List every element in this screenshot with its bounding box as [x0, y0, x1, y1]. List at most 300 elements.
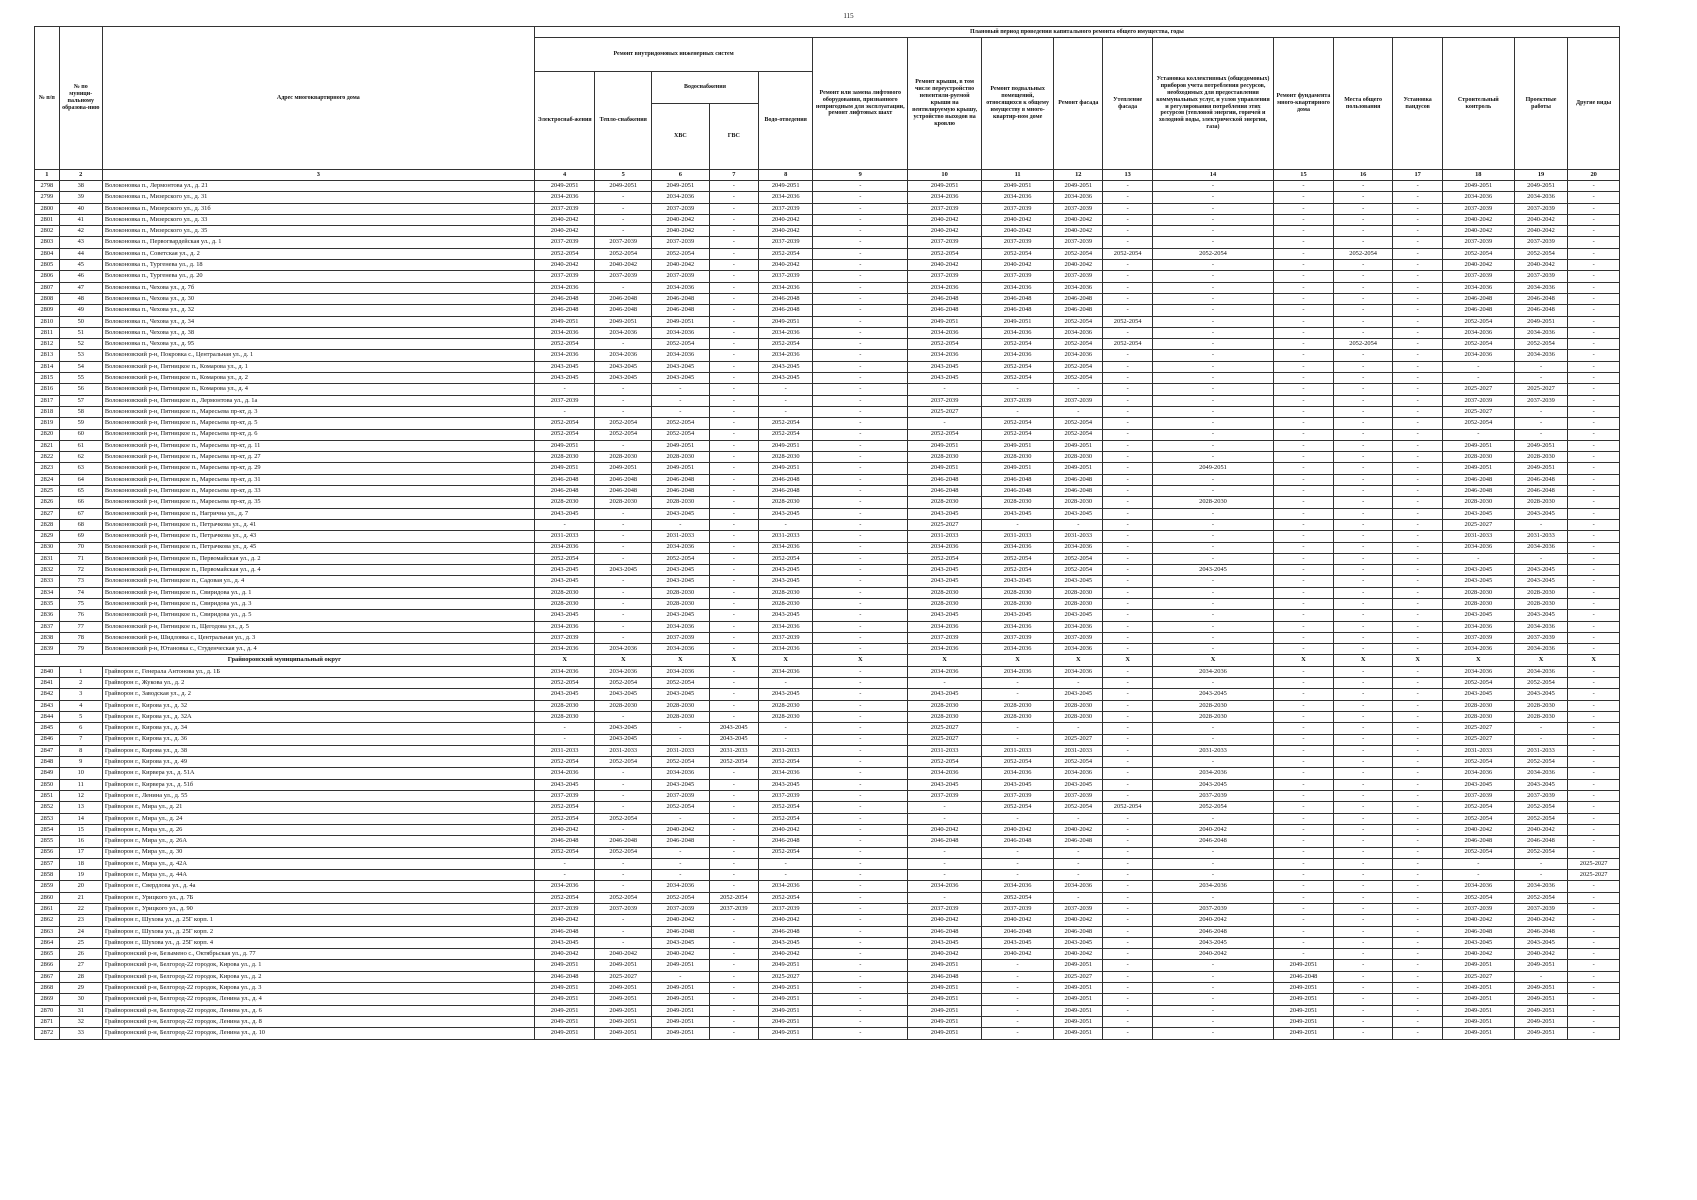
column-number: 16	[1333, 170, 1393, 181]
period-cell: 2037-2039	[652, 237, 710, 248]
table-row	[35, 440, 1620, 451]
period-cell: -	[813, 181, 908, 192]
period-cell: -	[1568, 644, 1620, 655]
period-cell: 2037-2039	[1054, 632, 1103, 643]
period-cell: -	[1152, 813, 1273, 824]
index-cell: 2834	[35, 587, 60, 598]
period-cell: -	[813, 632, 908, 643]
section-mark: X	[595, 655, 652, 666]
period-cell: 2043-2045	[534, 779, 595, 790]
index-cell: 2810	[35, 316, 60, 327]
period-cell: 2052-2054	[758, 813, 813, 824]
period-cell: -	[813, 339, 908, 350]
period-cell: -	[1152, 994, 1273, 1005]
period-cell: -	[1103, 915, 1152, 926]
period-cell: -	[534, 406, 595, 417]
period-cell: 2052-2054	[1514, 678, 1567, 689]
period-cell: 2034-2036	[1054, 327, 1103, 338]
period-cell: 2034-2036	[1514, 192, 1567, 203]
index-cell: 79	[59, 644, 102, 655]
period-cell: -	[1568, 983, 1620, 994]
period-cell: -	[1152, 1028, 1273, 1039]
period-cell: 2049-2051	[1514, 1028, 1567, 1039]
period-cell: -	[1333, 734, 1393, 745]
period-cell: 2043-2045	[652, 689, 710, 700]
period-cell: -	[813, 836, 908, 847]
period-cell: -	[758, 858, 813, 869]
index-cell: 9	[59, 757, 102, 768]
period-cell: -	[1333, 870, 1393, 881]
period-cell: 2049-2051	[534, 440, 595, 451]
index-cell: 49	[59, 305, 102, 316]
period-cell: -	[1103, 361, 1152, 372]
period-cell: 2049-2051	[758, 1016, 813, 1027]
address-cell: Грайворонский р-н, Белгород-22 городок, Кирова ул., д. 3	[102, 983, 534, 994]
period-cell: -	[709, 361, 758, 372]
period-cell: 2043-2045	[534, 689, 595, 700]
period-cell: 2052-2054	[595, 813, 652, 824]
period-cell: -	[813, 598, 908, 609]
period-cell: -	[1568, 757, 1620, 768]
period-cell: 2046-2048	[1054, 474, 1103, 485]
period-cell: 2052-2054	[595, 678, 652, 689]
period-cell: 2025-2027	[908, 406, 982, 417]
period-cell: -	[813, 293, 908, 304]
index-cell: 41	[59, 214, 102, 225]
period-cell: -	[595, 192, 652, 203]
period-cell: 2049-2051	[534, 1016, 595, 1027]
period-cell: 2046-2048	[652, 836, 710, 847]
period-cell: -	[709, 621, 758, 632]
period-cell: -	[813, 870, 908, 881]
period-cell: 2028-2030	[1054, 598, 1103, 609]
period-cell: 2037-2039	[982, 237, 1054, 248]
period-cell: -	[1103, 497, 1152, 508]
table-row	[35, 418, 1620, 429]
index-cell: 8	[59, 745, 102, 756]
period-cell: -	[1333, 983, 1393, 994]
period-cell: 2028-2030	[1054, 700, 1103, 711]
period-cell: 2031-2033	[758, 745, 813, 756]
period-cell: -	[1333, 621, 1393, 632]
table-row	[35, 282, 1620, 293]
period-cell: -	[813, 644, 908, 655]
index-cell: 2825	[35, 486, 60, 497]
period-cell: -	[1393, 395, 1442, 406]
period-cell: -	[1393, 610, 1442, 621]
period-cell: -	[1103, 327, 1152, 338]
table-row	[35, 791, 1620, 802]
section-title: Грайворонский муниципальный округ	[35, 655, 535, 666]
period-cell: -	[709, 1028, 758, 1039]
period-cell: 2052-2054	[595, 757, 652, 768]
period-cell: 2049-2051	[1054, 983, 1103, 994]
period-cell: -	[1568, 926, 1620, 937]
period-cell: 2040-2042	[982, 915, 1054, 926]
period-cell: -	[709, 881, 758, 892]
period-cell: 2052-2054	[982, 361, 1054, 372]
period-cell: 2046-2048	[534, 926, 595, 937]
table-row	[35, 813, 1620, 824]
period-cell: 2028-2030	[652, 587, 710, 598]
period-cell: -	[1103, 610, 1152, 621]
period-cell: -	[652, 384, 710, 395]
index-cell: 2830	[35, 542, 60, 553]
period-cell: 2049-2051	[534, 316, 595, 327]
period-cell: 2043-2045	[758, 373, 813, 384]
table-row	[35, 293, 1620, 304]
period-cell: 2037-2039	[1054, 904, 1103, 915]
period-cell: -	[1393, 181, 1442, 192]
period-cell: 2031-2033	[1054, 745, 1103, 756]
period-cell: -	[1152, 237, 1273, 248]
period-cell: -	[1274, 316, 1334, 327]
table-row	[35, 395, 1620, 406]
period-cell: -	[813, 452, 908, 463]
period-cell: -	[1333, 768, 1393, 779]
period-cell: 2028-2030	[652, 711, 710, 722]
period-cell: -	[1103, 870, 1152, 881]
index-cell: 31	[59, 1005, 102, 1016]
period-cell: -	[1393, 327, 1442, 338]
period-cell: 2052-2054	[758, 847, 813, 858]
period-cell: 2049-2051	[1442, 960, 1514, 971]
period-cell: -	[982, 1016, 1054, 1027]
period-cell: 2028-2030	[534, 598, 595, 609]
period-cell: -	[1393, 700, 1442, 711]
period-cell: -	[1274, 666, 1334, 677]
table-row	[35, 373, 1620, 384]
period-cell: 2052-2054	[1152, 248, 1273, 259]
period-cell: 2049-2051	[595, 1016, 652, 1027]
period-cell: 2028-2030	[982, 711, 1054, 722]
period-cell: -	[709, 395, 758, 406]
period-cell: -	[1568, 181, 1620, 192]
table-row	[35, 271, 1620, 282]
index-cell: 2842	[35, 689, 60, 700]
period-cell: 2034-2036	[1442, 881, 1514, 892]
period-cell: 2052-2054	[709, 892, 758, 903]
address-cell: Волоконовский р-н, Покровка с., Центральная ул., д. 1	[102, 350, 534, 361]
period-cell: -	[1152, 587, 1273, 598]
period-cell: -	[1333, 565, 1393, 576]
period-cell: 2028-2030	[908, 598, 982, 609]
period-cell: 2049-2051	[908, 181, 982, 192]
period-cell: -	[709, 237, 758, 248]
period-cell: 2034-2036	[1054, 282, 1103, 293]
col-header-address: Адрес многоквартирного дома	[102, 27, 534, 170]
period-cell: 2034-2036	[1054, 666, 1103, 677]
period-cell: 2028-2030	[1152, 700, 1273, 711]
period-cell: 2046-2048	[595, 305, 652, 316]
period-cell: -	[813, 757, 908, 768]
period-cell: -	[1568, 779, 1620, 790]
index-cell: 2871	[35, 1016, 60, 1027]
index-cell: 18	[59, 858, 102, 869]
period-cell: 2040-2042	[758, 949, 813, 960]
index-cell: 29	[59, 983, 102, 994]
period-cell: -	[1393, 384, 1442, 395]
period-cell: -	[1274, 237, 1334, 248]
index-cell: 45	[59, 260, 102, 271]
address-cell: Волоконовка п., Чехова ул., д. 38	[102, 327, 534, 338]
address-cell: Волоконовский р-н, Пятницкое п., Петрачкова ул., д. 45	[102, 542, 534, 553]
period-cell: -	[1568, 474, 1620, 485]
index-cell: 2852	[35, 802, 60, 813]
table-row	[35, 429, 1620, 440]
period-cell: 2028-2030	[534, 700, 595, 711]
period-cell: -	[982, 723, 1054, 734]
section-mark: X	[1152, 655, 1273, 666]
period-cell: 2043-2045	[908, 779, 982, 790]
period-cell: 2040-2042	[1152, 915, 1273, 926]
index-cell: 2843	[35, 700, 60, 711]
period-cell: 2052-2054	[758, 802, 813, 813]
period-cell: 2037-2039	[908, 904, 982, 915]
period-cell: -	[1333, 723, 1393, 734]
period-cell: -	[1152, 1016, 1273, 1027]
period-cell: 2034-2036	[982, 768, 1054, 779]
period-cell: -	[595, 587, 652, 598]
table-row	[35, 949, 1620, 960]
period-cell: 2052-2054	[534, 757, 595, 768]
index-cell: 2807	[35, 282, 60, 293]
period-cell: 2052-2054	[1054, 429, 1103, 440]
index-cell: 50	[59, 316, 102, 327]
period-cell: 2037-2039	[1152, 904, 1273, 915]
period-cell: 2043-2045	[758, 361, 813, 372]
index-cell: 11	[59, 779, 102, 790]
period-cell: 2031-2033	[982, 745, 1054, 756]
period-cell: -	[1393, 226, 1442, 237]
period-cell: 2034-2036	[534, 192, 595, 203]
period-cell: -	[1274, 497, 1334, 508]
column-number: 2	[59, 170, 102, 181]
period-cell: 2052-2054	[534, 248, 595, 259]
period-cell: 2043-2045	[1442, 576, 1514, 587]
period-cell: -	[813, 373, 908, 384]
index-cell: 2833	[35, 576, 60, 587]
period-cell: 2034-2036	[652, 768, 710, 779]
period-cell: 2034-2036	[1442, 282, 1514, 293]
period-cell: 2034-2036	[982, 350, 1054, 361]
period-cell: -	[813, 327, 908, 338]
period-cell: 2049-2051	[908, 1016, 982, 1027]
period-cell: -	[1393, 1028, 1442, 1039]
table-row	[35, 350, 1620, 361]
period-cell: -	[1103, 486, 1152, 497]
period-cell: -	[1103, 632, 1152, 643]
period-cell: -	[813, 519, 908, 530]
period-cell: -	[709, 248, 758, 259]
period-cell: -	[1393, 870, 1442, 881]
period-cell: 2052-2054	[534, 678, 595, 689]
col-header-mun-no: № по муници-пальному образова-нию	[59, 27, 102, 170]
period-cell: -	[1152, 452, 1273, 463]
period-cell: 2037-2039	[709, 904, 758, 915]
period-cell: -	[595, 610, 652, 621]
period-cell: 2049-2051	[652, 1028, 710, 1039]
period-cell: -	[1274, 361, 1334, 372]
table-row	[35, 904, 1620, 915]
address-cell: Волоконовский р-н, Пятницкое п., Свиридова ул., д. 3	[102, 598, 534, 609]
period-cell: -	[1103, 418, 1152, 429]
period-cell: -	[1152, 203, 1273, 214]
address-cell: Волоконовский р-н, Пятницкое п., Маресьева пр-кт, д. 33	[102, 486, 534, 497]
address-cell: Волоконовский р-н, Пятницкое п., Лермонтова ул., д. 1а	[102, 395, 534, 406]
address-cell: Волоконовка п., Чехова ул., д. 32	[102, 305, 534, 316]
period-cell: 2049-2051	[908, 983, 982, 994]
period-cell: 2043-2045	[534, 361, 595, 372]
period-cell: -	[1152, 971, 1273, 982]
period-cell: -	[595, 824, 652, 835]
period-cell: -	[1103, 858, 1152, 869]
period-cell: -	[1152, 339, 1273, 350]
period-cell: -	[1568, 768, 1620, 779]
period-cell: -	[813, 700, 908, 711]
table-body	[35, 181, 1620, 1040]
period-cell: -	[595, 282, 652, 293]
column-number: 14	[1152, 170, 1273, 181]
period-cell: 2046-2048	[1442, 486, 1514, 497]
period-cell: -	[1333, 418, 1393, 429]
period-cell: 2049-2051	[982, 316, 1054, 327]
period-cell: 2043-2045	[652, 361, 710, 372]
period-cell: -	[813, 406, 908, 417]
period-cell: -	[709, 271, 758, 282]
period-cell: -	[1152, 610, 1273, 621]
period-cell: -	[1568, 971, 1620, 982]
period-cell: -	[813, 553, 908, 564]
period-cell: -	[1568, 802, 1620, 813]
period-cell: -	[1393, 418, 1442, 429]
period-cell: 2052-2054	[1442, 339, 1514, 350]
period-cell: -	[1333, 824, 1393, 835]
period-cell: -	[1393, 666, 1442, 677]
period-cell: -	[813, 418, 908, 429]
period-cell: 2052-2054	[652, 248, 710, 259]
period-cell: 2028-2030	[1514, 452, 1567, 463]
period-cell: -	[1333, 994, 1393, 1005]
col-header-insulation: Утепление фасада	[1103, 38, 1152, 170]
period-cell: -	[1274, 745, 1334, 756]
period-cell: 2052-2054	[534, 339, 595, 350]
period-cell: 2034-2036	[534, 621, 595, 632]
index-cell: 2868	[35, 983, 60, 994]
table-row	[35, 847, 1620, 858]
index-cell: 2816	[35, 384, 60, 395]
period-cell: 2028-2030	[1442, 452, 1514, 463]
period-cell: 2052-2054	[982, 565, 1054, 576]
period-cell: -	[1514, 553, 1567, 564]
section-mark: X	[758, 655, 813, 666]
period-cell: 2049-2051	[1514, 960, 1567, 971]
period-cell: -	[1274, 926, 1334, 937]
period-cell: 2025-2027	[1442, 723, 1514, 734]
index-cell: 2828	[35, 519, 60, 530]
period-cell: -	[1103, 237, 1152, 248]
index-cell: 4	[59, 700, 102, 711]
index-cell: 2851	[35, 791, 60, 802]
period-cell: -	[1054, 678, 1103, 689]
period-cell: -	[1333, 226, 1393, 237]
period-cell: -	[1103, 666, 1152, 677]
period-cell: -	[1103, 949, 1152, 960]
period-cell: -	[595, 858, 652, 869]
period-cell: -	[1393, 429, 1442, 440]
period-cell: -	[1568, 813, 1620, 824]
period-cell: 2037-2039	[908, 271, 982, 282]
period-cell: -	[709, 282, 758, 293]
period-cell: 2037-2039	[1054, 395, 1103, 406]
table-row	[35, 384, 1620, 395]
period-cell: -	[1514, 734, 1567, 745]
index-cell: 2832	[35, 565, 60, 576]
col-header-ramps: Установка пандусов	[1393, 38, 1442, 170]
period-cell: 2046-2048	[908, 836, 982, 847]
period-cell: 2046-2048	[908, 971, 982, 982]
address-cell: Грайворон г., Урицкого ул., д. 7Б	[102, 892, 534, 903]
address-cell: Волоконовский р-н, Пятницкое п., Маресьева пр-кт, д. 29	[102, 463, 534, 474]
period-cell: -	[709, 847, 758, 858]
period-cell: -	[1152, 293, 1273, 304]
period-cell: 2052-2054	[595, 418, 652, 429]
table-row	[35, 519, 1620, 530]
page-number: 115	[843, 12, 854, 20]
period-cell: 2046-2048	[652, 486, 710, 497]
period-cell: -	[1333, 508, 1393, 519]
period-cell: -	[813, 587, 908, 598]
period-cell: 2049-2051	[534, 463, 595, 474]
period-cell: -	[1274, 949, 1334, 960]
period-cell: 2052-2054	[1054, 316, 1103, 327]
period-cell: -	[1103, 779, 1152, 790]
section-mark: X	[1393, 655, 1442, 666]
period-cell: -	[813, 666, 908, 677]
period-cell: -	[1393, 406, 1442, 417]
period-cell: -	[1274, 542, 1334, 553]
period-cell: 2028-2030	[908, 452, 982, 463]
period-cell: 2046-2048	[758, 474, 813, 485]
index-cell: 75	[59, 598, 102, 609]
period-cell: 2040-2042	[595, 949, 652, 960]
period-cell: 2037-2039	[1054, 271, 1103, 282]
period-cell: -	[813, 768, 908, 779]
period-cell: -	[1333, 802, 1393, 813]
period-cell: 2037-2039	[595, 237, 652, 248]
period-cell: 2049-2051	[652, 463, 710, 474]
period-cell: 2052-2054	[1514, 813, 1567, 824]
period-cell: -	[709, 192, 758, 203]
period-cell: 2028-2030	[982, 587, 1054, 598]
period-cell: -	[709, 406, 758, 417]
period-cell: -	[1393, 260, 1442, 271]
period-cell: -	[1103, 271, 1152, 282]
address-cell: Волоконовский р-н, Пятницкое п., Маресьева пр-кт, д. 3	[102, 406, 534, 417]
period-cell: 2034-2036	[1514, 768, 1567, 779]
period-cell: -	[1152, 632, 1273, 643]
period-cell: -	[1333, 598, 1393, 609]
period-cell: -	[1054, 892, 1103, 903]
period-cell: -	[1333, 486, 1393, 497]
period-cell: 2040-2042	[1442, 824, 1514, 835]
address-cell: Грайворон г., Кирова ул., д. 49	[102, 757, 534, 768]
period-cell: -	[1333, 949, 1393, 960]
period-cell: -	[1393, 293, 1442, 304]
period-cell: 2040-2042	[1054, 824, 1103, 835]
period-cell: 2034-2036	[908, 768, 982, 779]
period-cell: 2049-2051	[908, 960, 982, 971]
